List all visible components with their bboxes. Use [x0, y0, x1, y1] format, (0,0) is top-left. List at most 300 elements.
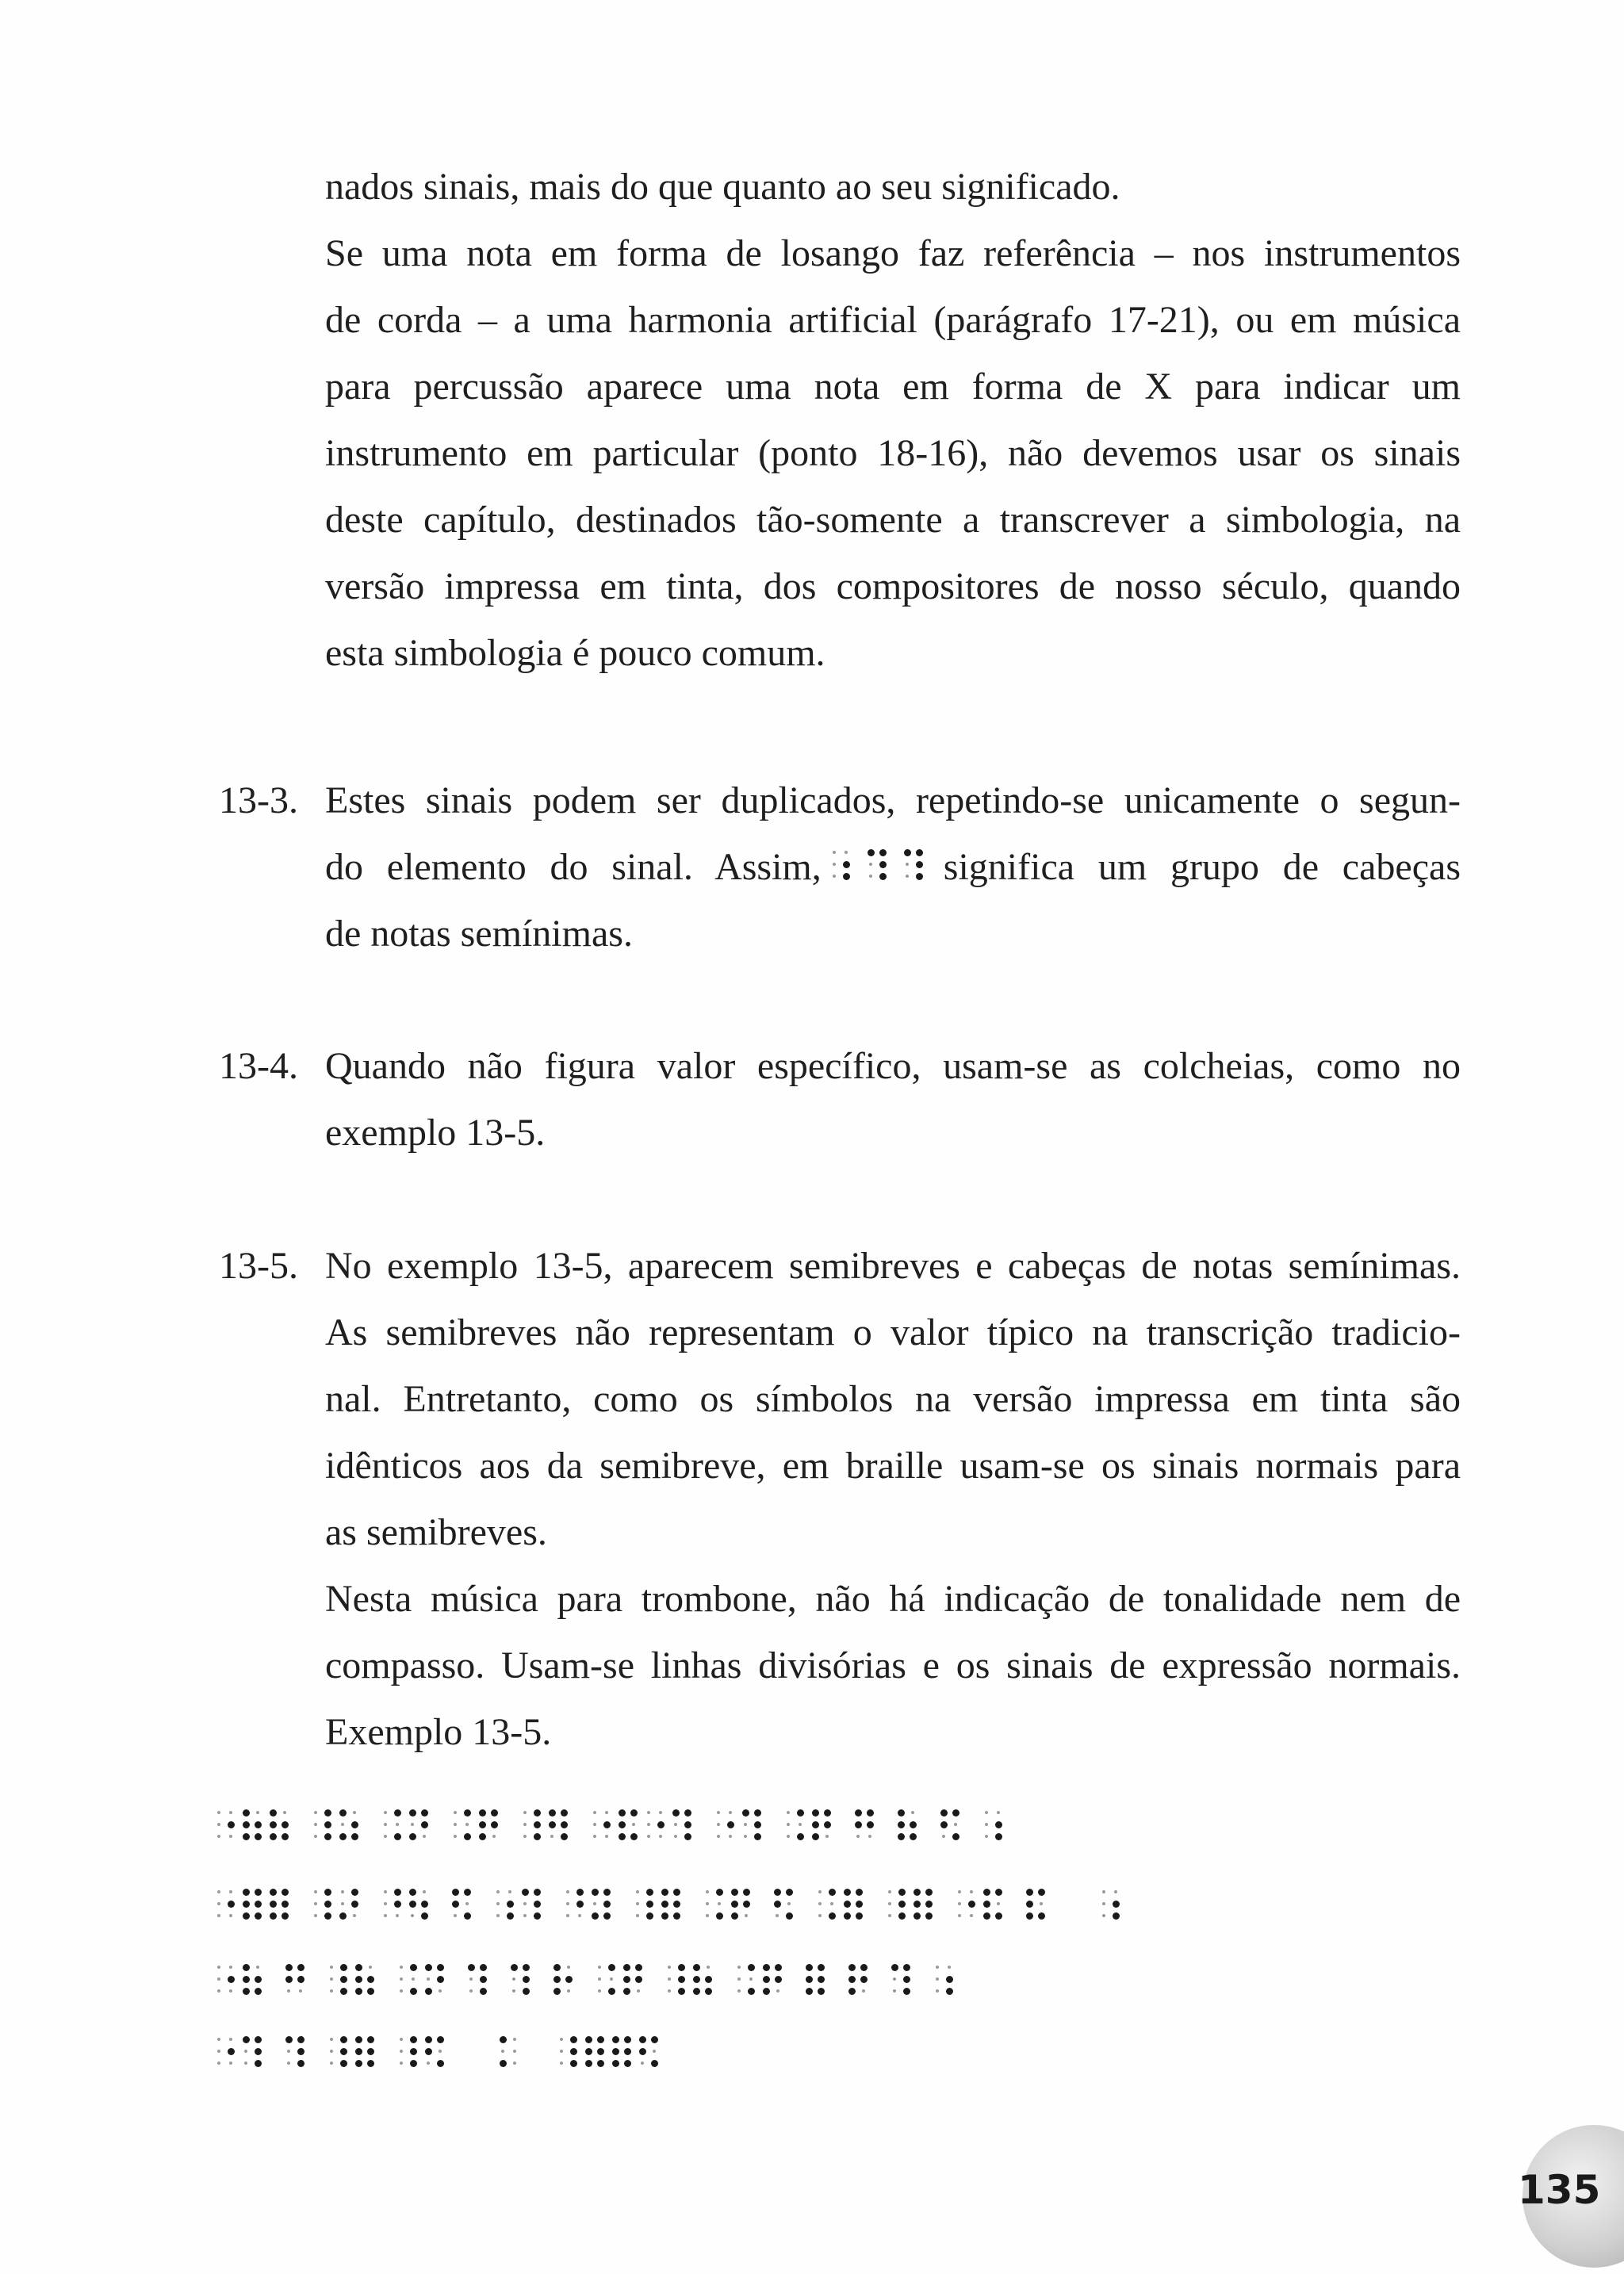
- braille-empty-dot: [400, 2038, 403, 2041]
- section-13-4-paragraph: [325, 1033, 1461, 1166]
- braille-cell: [806, 1964, 826, 1999]
- braille-empty-dot: [330, 2050, 333, 2053]
- braille-cell: [549, 1809, 569, 1844]
- braille-dot: [608, 1988, 615, 1995]
- section-number: 13-3.: [219, 779, 298, 821]
- text-line: versão impressa em tinta, dos compositores de nosso século, quando: [325, 565, 1461, 607]
- braille-empty-dot: [314, 1902, 317, 1905]
- braille-dot: [255, 1988, 262, 1995]
- braille-cell: [844, 1889, 864, 1924]
- braille-empty-dot: [818, 1902, 822, 1905]
- braille-dot: [731, 1901, 738, 1908]
- braille-dot: [243, 2036, 250, 2043]
- braille-empty-dot: [439, 1989, 442, 1993]
- braille-dot: [570, 2060, 577, 2067]
- braille-dot: [684, 1833, 691, 1840]
- braille-empty-dot: [396, 1914, 399, 1917]
- braille-empty-dot: [217, 1890, 220, 1893]
- braille-empty-dot: [314, 1811, 317, 1814]
- braille-dot: [410, 2036, 417, 2043]
- braille-empty-dot: [737, 1989, 741, 1993]
- braille-dot: [561, 1833, 568, 1840]
- braille-cell: [887, 1889, 907, 1924]
- braille-dot: [848, 1988, 856, 1995]
- braille-dot: [812, 1809, 819, 1817]
- braille-empty-dot: [862, 1989, 865, 1993]
- braille-dot: [282, 1821, 289, 1828]
- braille-dot: [898, 1809, 905, 1817]
- braille-empty-dot: [217, 1811, 220, 1814]
- braille-dot: [480, 1976, 487, 1983]
- braille-cell: [328, 2036, 349, 2071]
- braille-empty-dot: [958, 1914, 961, 1917]
- braille-empty-dot: [787, 1902, 791, 1905]
- braille-dot: [523, 1988, 530, 1995]
- braille-dot: [635, 1964, 642, 1971]
- braille-dot: [812, 1821, 819, 1828]
- braille-dot: [995, 1912, 1002, 1920]
- braille-cell: [736, 1964, 756, 1999]
- braille-dot: [507, 1912, 514, 1920]
- text-line: As semibreves não representam o valor típico na transcrição tradicio-: [325, 1311, 1461, 1353]
- braille-empty-dot: [659, 1811, 662, 1814]
- braille-empty-dot: [287, 1989, 290, 1993]
- braille-dot: [367, 1976, 374, 1983]
- braille-empty-dot: [341, 1823, 344, 1826]
- braille-empty-dot: [936, 1989, 939, 1993]
- braille-empty-dot: [314, 1890, 317, 1893]
- braille-empty-dot: [1102, 1914, 1105, 1917]
- braille-cell: [693, 1964, 714, 1999]
- braille-empty-dot: [818, 1914, 822, 1917]
- braille-cell: [425, 2036, 446, 2071]
- braille-cell: [956, 1889, 977, 1924]
- braille-dot: [797, 1809, 804, 1817]
- braille-dot: [603, 1889, 611, 1896]
- braille-empty-dot: [560, 2038, 563, 2041]
- braille-cell: [1026, 1889, 1047, 1924]
- braille-empty-dot: [869, 875, 872, 878]
- braille-empty-dot: [958, 1902, 961, 1905]
- braille-empty-dot: [411, 1914, 414, 1917]
- braille-dot: [603, 1912, 611, 1920]
- braille-empty-dot: [942, 1835, 945, 1838]
- braille-cell: [243, 2036, 263, 2071]
- braille-dot: [340, 2048, 347, 2055]
- braille-dot: [553, 1964, 561, 1971]
- braille-dot: [324, 1912, 331, 1920]
- braille-dot: [421, 1821, 428, 1828]
- braille-cell: [270, 1889, 290, 1924]
- braille-dot: [754, 1809, 761, 1817]
- braille-empty-dot: [314, 1914, 317, 1917]
- text-line: de corda – a uma harmonia artificial (parágrafo 17-21), ou em música: [325, 299, 1461, 341]
- braille-dot: [534, 1889, 541, 1896]
- braille-dot: [806, 1964, 813, 1971]
- braille-dot: [946, 1988, 953, 1995]
- braille-dot: [879, 849, 887, 856]
- braille-empty-dot: [776, 1989, 779, 1993]
- braille-dot: [903, 1988, 910, 1995]
- braille-empty-dot: [412, 1977, 415, 1981]
- braille-cell: [409, 1889, 430, 1924]
- braille-empty-dot: [314, 1835, 317, 1838]
- text-line: compasso. Usam-se linhas divisórias e os sinais de expressão normais.: [325, 1644, 1461, 1686]
- braille-dot: [409, 1889, 416, 1896]
- braille-empty-dot: [550, 1835, 553, 1838]
- braille-empty-dot: [598, 1966, 601, 1969]
- braille-empty-dot: [637, 1989, 640, 1993]
- braille-dot: [661, 1901, 668, 1908]
- braille-dot: [243, 1821, 250, 1828]
- braille-dot: [684, 1821, 691, 1828]
- braille-dot: [410, 1988, 417, 1995]
- braille-cell: [452, 1809, 473, 1844]
- braille-cell: [731, 1889, 752, 1924]
- braille-empty-dot: [985, 1835, 988, 1838]
- braille-dot: [775, 1976, 782, 1983]
- braille-dot: [860, 1976, 868, 1983]
- braille-cell: [243, 1964, 263, 1999]
- braille-empty-dot: [523, 1811, 527, 1814]
- braille-dot: [437, 1976, 444, 1983]
- braille-cell: [831, 849, 852, 884]
- braille-cell: [468, 1964, 488, 1999]
- braille-empty-dot: [439, 2050, 442, 2053]
- braille-dot: [534, 1833, 541, 1840]
- braille-empty-dot: [868, 1835, 871, 1838]
- braille-dot: [437, 2060, 444, 2067]
- braille-empty-dot: [888, 1914, 891, 1917]
- braille-dot: [843, 873, 850, 880]
- braille-dot: [914, 1901, 921, 1908]
- braille-dot: [763, 1964, 770, 1971]
- braille-dot: [844, 1889, 851, 1896]
- braille-dot: [612, 2048, 619, 2055]
- braille-cell: [243, 1889, 263, 1924]
- braille-empty-dot: [830, 1902, 833, 1905]
- braille-dot: [1038, 1889, 1045, 1896]
- braille-dot: [421, 1809, 428, 1817]
- braille-dot: [639, 2036, 646, 2043]
- braille-cell: [774, 1889, 795, 1924]
- braille-empty-dot: [787, 1811, 790, 1814]
- braille-cell: [355, 1964, 376, 1999]
- braille-empty-dot: [706, 1914, 709, 1917]
- braille-dot: [351, 1889, 358, 1896]
- braille-dot: [324, 1821, 331, 1828]
- braille-dot: [904, 849, 911, 856]
- braille-dot: [421, 1901, 428, 1908]
- braille-dot: [914, 1912, 921, 1920]
- braille-empty-dot: [567, 1989, 570, 1993]
- braille-empty-dot: [330, 1977, 333, 1981]
- braille-dot: [297, 2060, 304, 2067]
- braille-empty-dot: [400, 1989, 403, 1993]
- braille-empty-dot: [469, 1989, 473, 1993]
- braille-dot: [570, 2036, 577, 2043]
- braille-empty-dot: [893, 1989, 896, 1993]
- braille-dot: [585, 2048, 592, 2055]
- braille-dot: [1026, 1889, 1033, 1896]
- braille-dot: [367, 2048, 374, 2055]
- braille-dot: [576, 1901, 584, 1908]
- braille-dot: [855, 1809, 862, 1817]
- braille-empty-dot: [427, 2062, 430, 2065]
- braille-dot: [925, 1901, 933, 1908]
- braille-empty-dot: [787, 1823, 790, 1826]
- braille-dot: [898, 1833, 905, 1840]
- braille-dot: [619, 1833, 626, 1840]
- braille-empty-dot: [674, 1823, 677, 1826]
- text-line: as semibreves.: [325, 1511, 547, 1553]
- braille-dot: [775, 1964, 782, 1971]
- braille-dot: [754, 1821, 761, 1828]
- braille-dot: [856, 1901, 863, 1908]
- page-number: 135: [1518, 2167, 1601, 2213]
- braille-cell: [355, 2036, 376, 2071]
- braille-empty-dot: [217, 1914, 220, 1917]
- braille-dot: [995, 1833, 1002, 1840]
- braille-empty-dot: [384, 1835, 387, 1838]
- braille-empty-dot: [1102, 1902, 1105, 1905]
- braille-dot: [910, 1833, 917, 1840]
- braille-cell: [522, 1889, 542, 1924]
- braille-cell: [934, 1964, 955, 1999]
- braille-empty-dot: [970, 1914, 973, 1917]
- braille-dot: [843, 861, 850, 868]
- braille-empty-dot: [653, 2050, 656, 2053]
- braille-dot: [297, 2036, 304, 2043]
- braille-empty-dot: [737, 1977, 741, 1981]
- braille-dot: [565, 1976, 573, 1983]
- braille-dot: [243, 1833, 250, 1840]
- braille-dot: [452, 1889, 459, 1896]
- braille-cell: [495, 1889, 515, 1924]
- text-segment: significa um grupo de cabeças: [943, 846, 1461, 888]
- braille-dot: [480, 1964, 487, 1971]
- braille-dot: [693, 1988, 700, 1995]
- braille-empty-dot: [970, 1890, 973, 1893]
- braille-cell: [312, 1889, 333, 1924]
- braille-cell: [817, 1889, 837, 1924]
- braille-dot: [255, 1821, 262, 1828]
- braille-empty-dot: [454, 1811, 457, 1814]
- text-line: nal. Entretanto, como os símbolos na versão impressa em tinta são: [325, 1378, 1461, 1420]
- braille-dot: [255, 2036, 262, 2043]
- braille-dot: [693, 1976, 700, 1983]
- braille-empty-dot: [578, 1914, 581, 1917]
- braille-dot: [282, 1912, 289, 1920]
- braille-cell: [672, 1809, 693, 1844]
- braille-dot: [619, 1821, 626, 1828]
- braille-dot: [952, 1809, 959, 1817]
- braille-empty-dot: [749, 1977, 753, 1981]
- braille-empty-dot: [384, 1811, 387, 1814]
- braille-dot: [324, 1833, 331, 1840]
- braille-empty-dot: [825, 1835, 829, 1838]
- braille-empty-dot: [958, 1890, 961, 1893]
- braille-empty-dot: [593, 1902, 596, 1905]
- braille-dot: [355, 2060, 362, 2067]
- section-13-3-paragraph: [325, 768, 1461, 967]
- braille-dot: [743, 1889, 750, 1896]
- braille-dot: [860, 1964, 868, 1971]
- braille-empty-dot: [593, 1811, 596, 1814]
- braille-empty-dot: [906, 863, 909, 866]
- braille-dot: [561, 1821, 568, 1828]
- braille-empty-dot: [598, 1977, 601, 1981]
- braille-empty-dot: [454, 1823, 457, 1826]
- braille-dot: [523, 1976, 530, 1983]
- braille-dot: [797, 1833, 804, 1840]
- braille-empty-dot: [856, 1835, 860, 1838]
- braille-cell: [1101, 1889, 1121, 1924]
- braille-empty-dot: [997, 1902, 1000, 1905]
- braille-empty-dot: [647, 1835, 650, 1838]
- braille-dot: [367, 2036, 374, 2043]
- braille-empty-dot: [888, 1890, 891, 1893]
- braille-cell: [848, 1964, 869, 1999]
- braille-dot: [592, 1889, 599, 1896]
- braille-cell: [285, 2036, 306, 2071]
- braille-cell: [398, 1964, 419, 1999]
- text-line-with-braille: [325, 834, 1461, 901]
- braille-empty-dot: [330, 2062, 333, 2065]
- braille-empty-dot: [423, 1835, 426, 1838]
- braille-empty-dot: [893, 1977, 896, 1981]
- braille-dot: [1113, 1912, 1120, 1920]
- braille-dot: [437, 2036, 444, 2043]
- braille-empty-dot: [636, 1914, 639, 1917]
- braille-dot: [228, 1821, 235, 1828]
- braille-dot: [940, 1821, 948, 1828]
- braille-dot: [624, 2036, 631, 2043]
- braille-dot: [522, 1889, 529, 1896]
- braille-empty-dot: [217, 2062, 220, 2065]
- braille-cell: [634, 1889, 655, 1924]
- braille-cell: [452, 1889, 473, 1924]
- braille-dot: [409, 1809, 416, 1817]
- braille-dot: [351, 1901, 358, 1908]
- braille-dot: [651, 2036, 658, 2043]
- braille-empty-dot: [636, 1890, 639, 1893]
- braille-empty-dot: [668, 1966, 671, 1969]
- braille-empty-dot: [668, 1989, 671, 1993]
- braille-empty-dot: [744, 1823, 747, 1826]
- braille-empty-dot: [427, 1977, 430, 1981]
- braille-dot: [983, 1901, 990, 1908]
- braille-cell: [312, 1809, 333, 1844]
- braille-cell: [619, 1809, 639, 1844]
- braille-cell: [511, 1964, 531, 1999]
- braille-empty-dot: [888, 1902, 891, 1905]
- braille-dot: [410, 2048, 417, 2055]
- braille-cell: [904, 849, 925, 884]
- text-line: No exemplo 13-5, aparecem semibreves e cabeças de notas semínimas.: [325, 1245, 1461, 1287]
- braille-empty-dot: [668, 1977, 671, 1981]
- braille-dot: [774, 1889, 781, 1896]
- braille-dot: [824, 1821, 831, 1828]
- section-13-5-paragraph: [325, 1233, 1461, 1766]
- braille-dot: [844, 1901, 851, 1908]
- braille-dot: [731, 1912, 738, 1920]
- braille-dot: [597, 2036, 604, 2043]
- braille-empty-dot: [217, 1989, 220, 1993]
- braille-dot: [763, 1976, 770, 1983]
- braille-empty-dot: [636, 1902, 639, 1905]
- braille-dot: [748, 1964, 755, 1971]
- braille-empty-dot: [512, 1989, 515, 1993]
- braille-dot: [437, 1964, 444, 1971]
- braille-dot: [624, 2060, 631, 2067]
- braille-empty-dot: [369, 1966, 372, 1969]
- braille-empty-dot: [244, 2062, 247, 2065]
- braille-dot: [727, 1821, 734, 1828]
- braille-empty-dot: [384, 1823, 387, 1826]
- braille-dot: [340, 2060, 347, 2067]
- braille-empty-dot: [567, 1966, 570, 1969]
- braille-dot: [243, 1976, 250, 1983]
- braille-empty-dot: [776, 1914, 779, 1917]
- braille-cell: [891, 1964, 912, 1999]
- braille-empty-dot: [936, 1977, 939, 1981]
- braille-dot: [891, 1964, 898, 1971]
- braille-dot: [394, 1901, 401, 1908]
- braille-dot: [786, 1889, 793, 1896]
- text-line: para percussão aparece uma nota em forma de X para indicar um: [325, 366, 1461, 408]
- braille-dot: [324, 1901, 331, 1908]
- braille-cell: [639, 2036, 660, 2071]
- braille-cell: [382, 1809, 403, 1844]
- braille-dot: [646, 1901, 653, 1908]
- braille-dot: [630, 1809, 638, 1817]
- braille-dot: [534, 1912, 541, 1920]
- braille-dot: [946, 1976, 953, 1983]
- braille-dot: [806, 1976, 813, 1983]
- braille-dot: [491, 1809, 498, 1817]
- braille-dot: [672, 1809, 680, 1817]
- braille-dot: [898, 1901, 906, 1908]
- braille-cell: [742, 1809, 763, 1844]
- braille-dot: [425, 1988, 432, 1995]
- braille-dot: [646, 1889, 653, 1896]
- braille-empty-dot: [744, 1835, 747, 1838]
- braille-dot: [270, 1821, 277, 1828]
- braille-empty-dot: [400, 2062, 403, 2065]
- braille-dot: [285, 2036, 293, 2043]
- braille-cell: [645, 1809, 666, 1844]
- braille-empty-dot: [593, 1835, 596, 1838]
- braille-empty-dot: [954, 1823, 957, 1826]
- braille-dot: [1113, 1901, 1120, 1908]
- braille-dot: [678, 1964, 685, 1971]
- braille-dot: [452, 1901, 459, 1908]
- braille-dot: [339, 1809, 347, 1817]
- braille-dot: [340, 1964, 347, 1971]
- braille-empty-dot: [513, 2062, 516, 2065]
- braille-empty-dot: [647, 1811, 650, 1814]
- braille-dot: [983, 1912, 990, 1920]
- braille-cell: [216, 2036, 236, 2071]
- braille-empty-dot: [997, 1811, 1000, 1814]
- braille-empty-dot: [314, 1823, 317, 1826]
- braille-empty-dot: [717, 1811, 720, 1814]
- braille-dot: [355, 1964, 362, 1971]
- braille-empty-dot: [985, 1823, 988, 1826]
- braille-cell: [785, 1809, 806, 1844]
- braille-dot: [468, 1964, 475, 1971]
